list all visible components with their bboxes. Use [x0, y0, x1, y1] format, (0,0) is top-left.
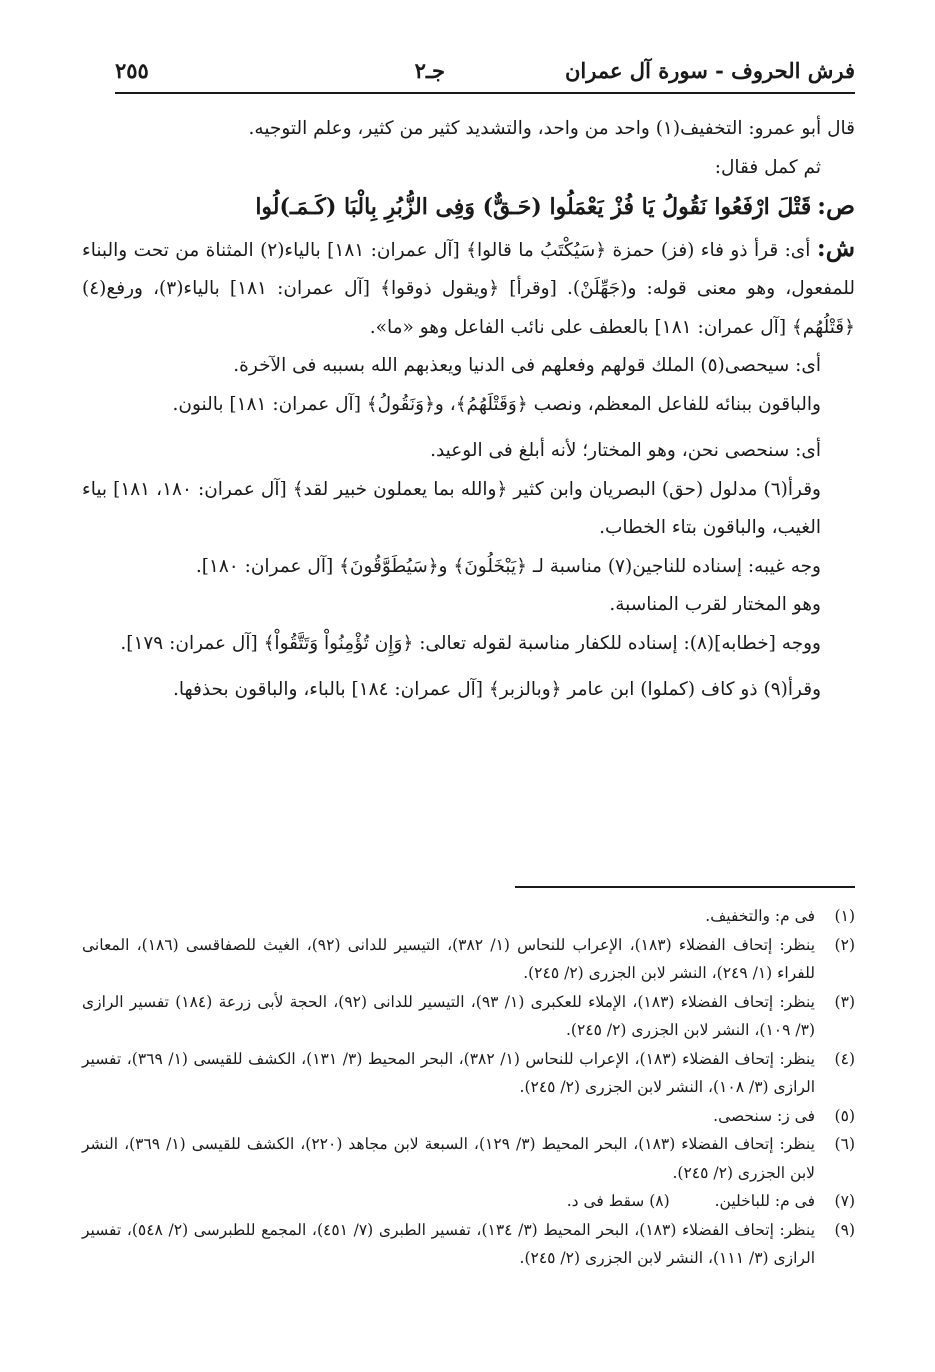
footnote-number: (١)	[834, 907, 855, 925]
footnote-text: ينظر: إتحاف الفضلاء (١٨٣)، الإعراب للنحاس (١/ ٣٨٢)، التيسير للدانى (٩٢)، الغيث للصفاقسى (١٨٦)، المعانى للفراء (١/ ٢٤٩)، النشر لابن الجزرى (٢/ ٢٤٥).	[82, 935, 816, 982]
paragraph: وقرأ(٦) مدلول (حق) البصريان وابن كثير ﴿والله بما يعملون خبير لقد﴾ [آل عمران: ١٨٠، ١٨١] بياء الغيب، والباقون بتاء الخطاب.	[82, 478, 821, 538]
footnotes	[82, 902, 855, 1273]
footnote	[82, 1102, 855, 1131]
footnote	[82, 1045, 855, 1102]
commentary-marker: ش:	[816, 232, 855, 262]
paragraph: قال أبو عمرو: التخفيف(١) واحد من واحد، والتشديد كثير من كثير، وعلم التوجيه.	[248, 118, 855, 139]
main-text	[82, 110, 855, 710]
footnote-text: ينظر: إتحاف الفضلاء (١٨٣)، الإعراب للنحاس (١/ ٣٨٢)، البحر المحيط (٣/ ١٣١)، الكشف للقيسى (١/ ٣٦٩)، تفسير الرازى (٣/ ١٠٨)، النشر لابن الجزرى (٢/ ٢٤٥).	[82, 1049, 815, 1096]
footnote	[82, 902, 855, 931]
paragraph: وجه غيبه: إسناده للناجين(٧) مناسبة لـ ﴿يَبْخَلُونَ﴾ و﴿سَيُطَوَّقُونَ﴾ [آل عمران: ١٨٠].	[195, 555, 821, 577]
footnote	[82, 1216, 855, 1273]
footnote-number: (٦)	[834, 1135, 855, 1153]
paragraph: أى: سيحصى(٥) الملك قولهم وفعلهم فى الدنيا ويعذبهم الله بسببه فى الآخرة.	[233, 355, 821, 376]
footnote-text: فى م: والتخفيف.	[705, 907, 815, 925]
verse-text: قَتْلَ ارْفَعُوا نَقُولُ يَا فُزْ يَعْمَلُوا (حَـقٌّ) وَفِى الزُّبُرِ بِالْبَا (كَـمَـ)لُوا	[255, 194, 812, 220]
footnote-text: ينظر: إتحاف الفضلاء (١٨٣)، البحر المحيط (٣/ ١٢٩)، السبعة لابن مجاهد (٢٢٠)، الكشف للقيسى (١/ ٣٦٩)، النشر لابن الجزرى (٢/ ٢٤٥).	[82, 1135, 815, 1182]
footnote-number: (٢)	[834, 935, 855, 954]
footnote-text: فى ز: سنحصى.	[713, 1106, 815, 1125]
footnote-text: ينظر: إتحاف الفضلاء (١٨٣)، البحر المحيط (٣/ ١٣٤)، تفسير الطبرى (٧/ ٤٥١)، المجمع للطبرسى (٢/ ٥٤٨)، تفسير الرازى (٣/ ١١١)، النشر لابن الجزرى (٢/ ٢٤٥).	[82, 1220, 816, 1267]
footnote-separator	[515, 886, 855, 888]
footnote-number: (٣)	[834, 992, 855, 1011]
verse-line	[82, 187, 855, 229]
paragraph: ثم كمل فقال:	[714, 156, 821, 178]
footnote	[82, 1130, 855, 1187]
footnote-text: سقط فى د.	[566, 1192, 645, 1210]
footnote-number: (٨)	[649, 1192, 670, 1210]
volume-number: جـ٢	[414, 58, 445, 83]
footnote	[82, 1187, 855, 1216]
paragraph: والباقون ببنائه للفاعل المعظم، ونصب ﴿وَقَتْلَهُمُ﴾، و﴿وَنَقُولُ﴾ [آل عمران: ١٨١] بالنون.	[172, 393, 821, 415]
footnote	[82, 988, 855, 1045]
footnote-number: (٤)	[834, 1049, 855, 1068]
footnote-text: ينظر: إتحاف الفضلاء (١٨٣)، الإملاء للعكبرى (١/ ٩٣)، التيسير للدانى (٩٢)، الحجة لأبى زرعة (١٨٤) تفسير الرازى (٣/ ١٠٩)، النشر لابن الجزرى (٢/ ٢٤٥).	[82, 992, 815, 1039]
commentary-text: أى: قرأ ذو فاء (فز) حمزة ﴿سَيُكْتَبُ ما قالوا﴾ [آل عمران: ١٨١] بالياء(٢) المثناة من تحت والبناء للمفعول، وهو معنى قوله: و(جَهِّلَنْ). [وقرأ] ﴿ويقول ذوقوا﴾ [آل عمران: ١٨١] بالياء(٣)، ورفع(٤) ﴿قَتْلُهُم﴾ [آل عمران: ١٨١] بالعطف على نائب الفاعل وهو «ما».	[82, 239, 855, 338]
verse-marker: ص:	[817, 191, 855, 220]
page-header	[115, 52, 855, 94]
running-title: فرش الحروف - سورة آل عمران	[564, 58, 855, 83]
paragraph: ووجه [خطابه](٨): إسناده للكفار مناسبة لقوله تعالى: ﴿وَإِن تُؤْمِنُواْ وَتَتَّقُواْ﴾ [آل عمران: ١٧٩].	[120, 632, 821, 654]
page-number: ٢٥٥	[115, 58, 149, 83]
footnote-text: فى م: للباخلين.	[714, 1192, 815, 1210]
paragraph: وقرأ(٩) ذو كاف (كملوا) ابن عامر ﴿وبالزبر﴾ [آل عمران: ١٨٤] بالباء، والباقون بحذفها.	[172, 679, 821, 700]
footnote-number: (٥)	[834, 1106, 855, 1125]
footnote-number: (٧)	[834, 1192, 855, 1210]
commentary-paragraph	[82, 229, 855, 348]
footnote	[82, 931, 855, 988]
footnote-number: (٩)	[834, 1220, 855, 1239]
footnote-text-pair	[82, 1187, 815, 1216]
paragraph: أى: سنحصى نحن، وهو المختار؛ لأنه أبلغ فى الوعيد.	[430, 440, 821, 461]
paragraph: وهو المختار لقرب المناسبة.	[609, 594, 821, 615]
